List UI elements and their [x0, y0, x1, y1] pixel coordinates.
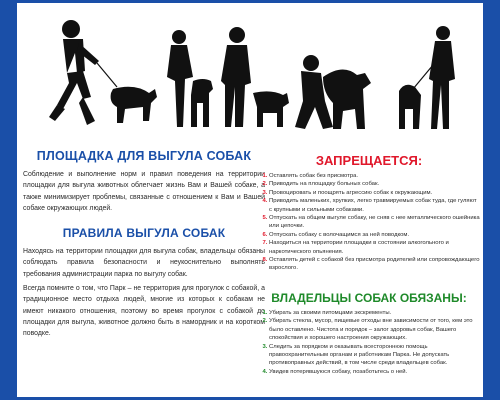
owners-duties-title: ВЛАДЕЛЬЦЫ СОБАК ОБЯЗАНЫ:	[271, 290, 467, 305]
dog-area-title: ПЛОЩАДКА ДЛЯ ВЫГУЛА СОБАК	[36, 149, 252, 163]
walking-rules-text-1: Находясь на территории площадки для выгула собак, владельцы обязаны соблюдать правила безопасности и неукоснительно выполнять требования администрации парка по выгулу собак.	[23, 248, 265, 278]
runner-with-dog-silhouette	[39, 17, 157, 131]
woman-walking-dog-silhouette	[395, 25, 479, 133]
dog-area-text: Соблюдение и выполнение норм и правил поведения на территории площадки для выгула животных облегчает жизнь Вам и Вашей собаке, а также минимизирует проблемы, связанные с отношением к Вам и Вашей собаке окружающих людей.	[23, 171, 265, 212]
man-with-dog-silhouette	[217, 27, 289, 131]
forbidden-title: ЗАПРЕЩАЕТСЯ:	[315, 153, 423, 168]
owners-duty-item: 4. Увидев потерявшуюся собаку, позаботьтесь о ней.	[269, 368, 481, 376]
woman-with-dog-silhouette	[163, 29, 215, 131]
person-hugging-dog-silhouette	[293, 49, 377, 133]
left-border-stripe	[3, 3, 17, 397]
forbidden-item: 6. Отпускать собаку с волочащимся за ней поводком.	[269, 231, 481, 239]
owners-duty-item: 1. Убирать за своими питомцами экскременты.	[269, 309, 481, 317]
forbidden-item: 1. Оставлять собак без присмотра.	[269, 172, 481, 180]
owners-duties-list	[257, 309, 481, 376]
walking-rules-title: ПРАВИЛА ВЫГУЛА СОБАК	[62, 226, 226, 241]
right-border-stripe	[483, 3, 497, 397]
owners-duty-item: 3. Следить за порядком и оказывать всестороннюю помощь правоохранительным органам и работникам Парка. Не допускать противоправных действий, в том числе среди владельцев собак.	[269, 343, 481, 368]
right-column	[257, 153, 481, 376]
walking-rules-text-2: Всегда помните о том, что Парк – не территория для прогулок с собакой, а традиционное место отдыха людей, многие из которых к собакам не имеют никакого отношения, поэтому во время прогулок с собакой до площадки для выгула, животное должно быть в намордник и на коротком поводке.	[23, 285, 265, 338]
forbidden-item: 3. Провоцировать и поощрять агрессию собак к окружающим.	[269, 189, 481, 197]
silhouette-banner	[21, 13, 481, 135]
forbidden-item: 5. Отпускать на общем выгуле собаку, не сняв с нее металлического ошейника или цепочки.	[269, 214, 481, 231]
forbidden-item: 2. Приводить на площадку больных собак.	[269, 180, 481, 188]
forbidden-item: 7. Находиться на территории площадки в состоянии алкогольного и наркотического опьянения.	[269, 239, 481, 256]
forbidden-list	[257, 172, 481, 273]
forbidden-item: 8. Оставлять детей с собакой без присмотра родителей или сопровождающего взрослого.	[269, 256, 481, 273]
owners-duty-item: 2. Убирать стекла, мусор, пищевые отходы вне зависимости от того, кем это было оставлено. Чистота и порядок – залог здоровья собак, Вашего спокойствия и хорошего настроения окружающих.	[269, 317, 481, 342]
left-column	[23, 149, 265, 340]
forbidden-item: 4. Приводить маленьких, хрупких, легко травмируемых собак туда, где гуляют с крупными и сильными собаками.	[269, 197, 481, 214]
